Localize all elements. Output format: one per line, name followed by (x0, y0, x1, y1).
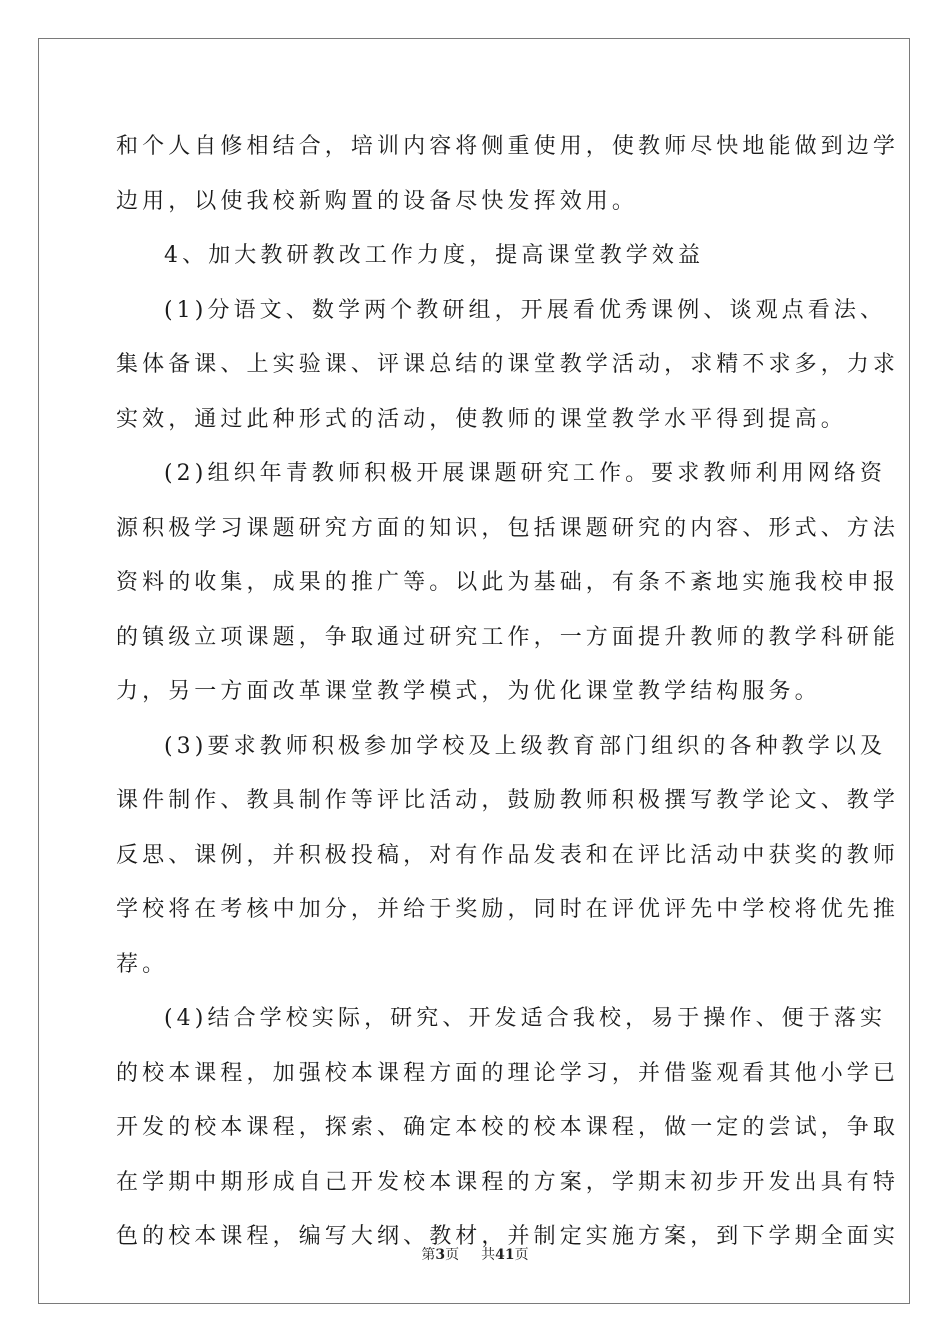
document-body (116, 120, 900, 1265)
page-number-label (421, 1247, 459, 1263)
text-line: 边用，以使我校新购置的设备尽快发挥效用。 (116, 188, 639, 214)
text-line: 的校本课程，加强校本课程方面的理论学习，并借鉴观看其他小学已 (116, 1060, 900, 1086)
total-suffix: 页 (514, 1247, 529, 1263)
text-line: 的镇级立项课题，争取通过研究工作，一方面提升教师的教学科研能 (116, 624, 900, 650)
text-line: (1)分语文、数学两个教研组，开展看优秀课例、谈观点看法、 (164, 297, 887, 323)
page-suffix: 页 (445, 1247, 460, 1263)
section-heading: 4、加大教研教改工作力度，提高课堂教学效益 (164, 243, 705, 268)
text-line: 集体备课、上实验课、评课总结的课堂教学活动，求精不求多，力求 (116, 352, 900, 377)
text-line: 学校将在考核中加分，并给于奖励，同时在评优评先中学校将优先推 (116, 897, 900, 922)
text-line: 源积极学习课题研究方面的知识，包括课题研究的内容、形式、方法 (116, 515, 900, 541)
total-prefix: 共 (481, 1247, 496, 1263)
text-line: (3)要求教师积极参加学校及上级教育部门组织的各种教学以及 (164, 733, 887, 759)
current-page-number: 3 (435, 1247, 446, 1263)
text-line: 开发的校本课程，探索、确定本校的校本课程，做一定的尝试，争取 (116, 1115, 900, 1140)
text-line: 在学期中期形成自己开发校本课程的方案，学期末初步开发出具有特 (116, 1169, 900, 1195)
text-line: 色的校本课程，编写大纲、教材，并制定实施方案，到下学期全面实 (116, 1224, 900, 1249)
text-line: 力，另一方面改革课堂教学模式，为优化课堂教学结构服务。 (116, 679, 821, 704)
text-line: 荐。 (116, 951, 169, 977)
page-prefix: 第 (421, 1247, 436, 1263)
text-line: (4)结合学校实际，研究、开发适合我校，易于操作、便于落实 (164, 1006, 887, 1031)
text-line: 和个人自修相结合，培训内容将侧重使用，使教师尽快地能做到边学 (116, 134, 900, 159)
page-footer (0, 1244, 950, 1264)
text-line: 实效，通过此种形式的活动，使教师的课堂教学水平得到提高。 (116, 406, 847, 432)
text-line: 资料的收集，成果的推广等。以此为基础，有条不紊地实施我校申报 (116, 570, 900, 595)
text-line: (2)组织年青教师积极开展课题研究工作。要求教师利用网络资 (164, 461, 887, 486)
text-line: 反思、课例，并积极投稿，对有作品发表和在评比活动中获奖的教师 (116, 842, 900, 868)
total-pages-label (481, 1247, 528, 1263)
text-line: 课件制作、教具制作等评比活动，鼓励教师积极撰写教学论文、教学 (116, 788, 900, 813)
total-page-count: 41 (495, 1247, 515, 1263)
